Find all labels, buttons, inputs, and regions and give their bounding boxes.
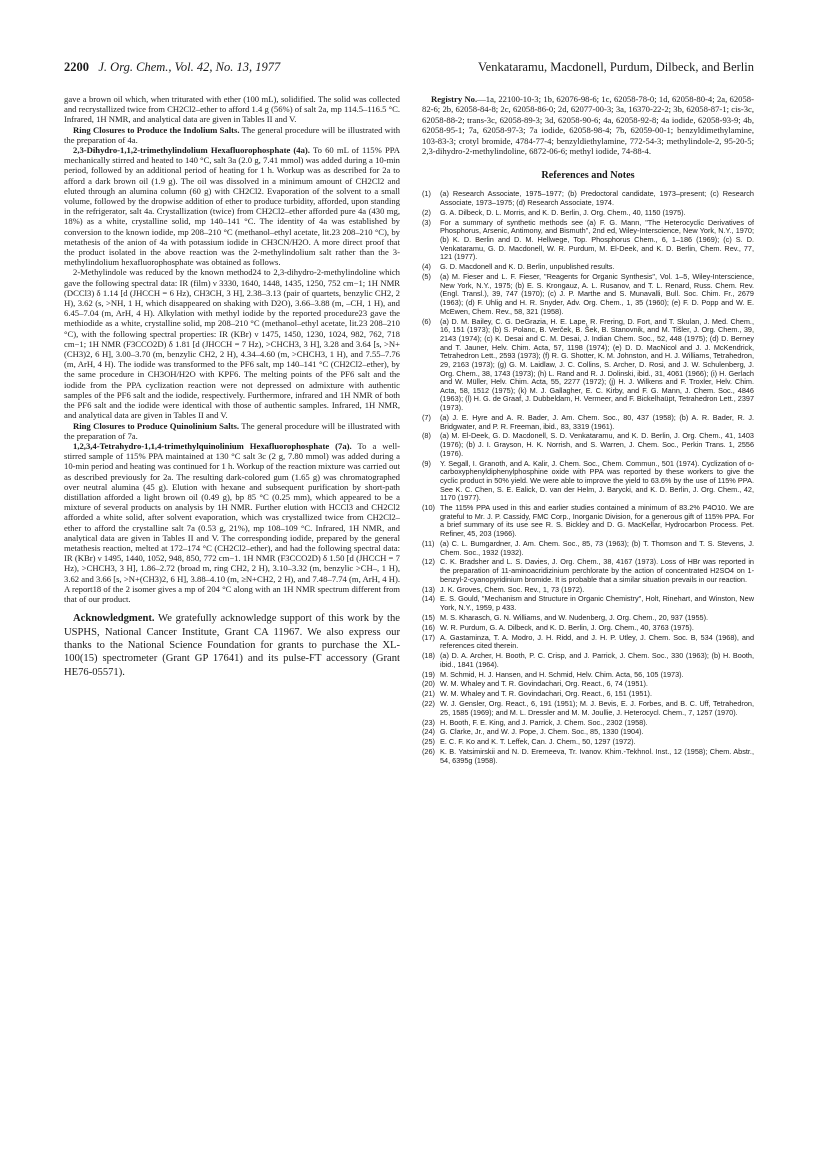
paragraph: [64, 441, 400, 604]
acknowledgment: [64, 612, 400, 679]
reference-text: J. K. Groves, Chem. Soc. Rev., 1, 73 (1972).: [440, 584, 585, 594]
reference-item: [422, 460, 754, 503]
acknowledgment-heading: Acknowledgment.: [73, 613, 155, 625]
reference-text: G. Clarke, Jr., and W. J. Pope, J. Chem. Soc., 85, 1330 (1904).: [440, 727, 644, 737]
reference-item: [422, 209, 754, 218]
reference-number: (19): [422, 669, 435, 679]
experimental-text: [64, 94, 400, 604]
reference-number: (22): [422, 699, 435, 709]
reference-item: [422, 624, 754, 633]
reference-text: W. J. Gensler, Org. React., 6, 191 (1951); M. J. Bevis, E. J. Forbes, and B. C. Uff, Tetrahedron, 25, 1585 (1969); and M. L. Dressler and M. M. Joullie, J. Heterocycl. Chem., 7, 1257 (1970).: [440, 699, 754, 717]
header-authors: Venkataramu, Macdonell, Purdum, Dilbeck, and Berlin: [478, 60, 754, 74]
reference-text: C. K. Bradsher and L. S. Davies, J. Org. Chem., 38, 4167 (1973). Loss of HBr was reported in the preparation of 11-aminoacridizinium perchlorate by the action of concentrated H2SO4 on 1-benzyl-2-cyanopyridinium bromide. It is probable that a similar situation prevails in our reaction.: [440, 557, 754, 584]
right-column: [422, 94, 754, 1104]
acknowledgment-text: We gratefully acknowledge support of this work by the USPHS, National Cancer Institute, Grant CA 11967. We also express our thanks to the National Science Foundation for grants to purchase the XL-100(15) spectrometer (Grant GP 17641) and its pulse-FT accessory (Grant HE76-05571).: [64, 613, 400, 678]
reference-number: (1): [422, 189, 431, 199]
paragraph: [64, 125, 400, 145]
left-column: [64, 94, 400, 1099]
page-number: 2200: [64, 60, 89, 74]
reference-number: (15): [422, 612, 435, 622]
reference-number: (5): [422, 272, 431, 282]
reference-item: [422, 219, 754, 262]
reference-text: (a) M. El-Deek, G. D. Macdonell, S. D. Venkataramu, and K. D. Berlin, J. Org. Chem., 41, 1403 (1976); (b) J. I. Grayson, H. K. Norrish, and S. Warren, J. Chem. Soc., Perkin Trans. 1, 2556 (1976).: [440, 431, 754, 458]
reference-item: [422, 738, 754, 747]
paragraph-text: The general procedure will be illustrated with the preparation of 4a.: [64, 124, 400, 145]
paragraph: [64, 94, 400, 125]
reference-item: [422, 540, 754, 557]
reference-text: (a) D. A. Archer, H. Booth, P. C. Crisp, and J. Parrick, J. Chem. Soc., 330 (1963); (b) H. Booth, ibid., 1841 (1964).: [440, 651, 754, 669]
reference-number: (21): [422, 689, 435, 699]
paragraph: [64, 145, 400, 267]
reference-item: [422, 690, 754, 699]
running-header: [64, 60, 754, 76]
reference-number: (18): [422, 651, 435, 661]
reference-text: M. S. Kharasch, G. N. Williams, and W. Nudenberg, J. Org. Chem., 20, 937 (1955).: [440, 612, 709, 622]
reference-number: (11): [422, 538, 435, 548]
reference-item: [422, 614, 754, 623]
reference-text: G. D. Macdonell and K. D. Berlin, unpublished results.: [440, 262, 615, 272]
paragraph-text: gave a brown oil which, when triturated with ether (100 mL), solidified. The solid was collected and recrystallized twice from CH2Cl2–ether to afford 1.4 g (56%) of salt 2a, mp 114.5–116.5 °C. Infrared, 1H NMR, and analytical data are given in Tables II and V.: [64, 94, 400, 125]
reference-text: M. Schmid, H. J. Hansen, and H. Schmid, Helv. Chim. Acta, 56, 105 (1973).: [440, 669, 684, 679]
reference-item: [422, 504, 754, 539]
reference-number: (8): [422, 431, 431, 441]
paragraph-text: 2-Methylindole was reduced by the known method24 to 2,3-dihydro-2-methylindoline which gave the following spectral data: IR (film) ν 3330, 1640, 1448, 1435, 1250, 752 cm−1; 1H NMR (DCCl3) δ 1.14 [d (JHCCH = 6 Hz), CH3CH, 3 H], 2.38–3.13 (pair of quartets, benzylic CH2, 2 H), 3.62 (s, >NH, 1 H, which disappeared on shaking with D2O), 3.66–3.88 (m, –CH, 1 H), and 6.45–7.04 (m, ArH, 4 H). Alkylation with methyl iodide by the reported procedure23 gave the methiodide as a white, crystalline solid, mp 208–210 °C (methanol–ethyl acetate, lit.23 208–210 °C), with the following spectral properties: IR (KBr) ν 1475, 1450, 1230, 1024, 982, 762, 718 cm−1; 1H NMR (F3CCO2D) δ 1.81 [d (JHCCH = 7 Hz), >CHCH3, 3 H], 3.28 and 3.64 [s, >N+(CH3)2, 6 H], 3.00–3.70 (m, benzylic CH2, 2 H), 4.34–4.60 (m, >CHCH3, 1 H), and 7.55–7.76 (m, ArH, 4 H). The iodide was transformed to the PF6 salt, mp 140–141 °C (CH2Cl2–ether), by the same procedure in CH3OH/H2O with KPF6. The melting points of the PF6 salt and the iodide from the PPA cyclization reaction were not depressed on admixture with authentic samples of the PF6 salt and the iodide, respectively. Furthermore, infrared and 1H NMR of both the PF6 salt and the iodide were identical with those of authentic samples. Infrared, 1H NMR, and analytical data are given in Tables II and V.: [64, 267, 400, 421]
references-list: [422, 190, 754, 765]
paragraph: [64, 267, 400, 420]
reference-number: (16): [422, 622, 435, 632]
reference-number: (23): [422, 717, 435, 727]
reference-number: (12): [422, 557, 435, 567]
reference-item: [422, 414, 754, 431]
reference-item: [422, 680, 754, 689]
reference-item: [422, 652, 754, 669]
reference-item: [422, 634, 754, 651]
reference-item: [422, 190, 754, 207]
paragraph-text: The general procedure will be illustrated with the preparation of 7a.: [64, 420, 400, 441]
paragraph-heading: 2,3-Dihydro-1,1,2-trimethylindolium Hexafluorophosphate (4a).: [73, 145, 310, 156]
reference-item: [422, 273, 754, 316]
reference-text: For a summary of synthetic methods see (a) F. G. Mann, "The Heterocyclic Derivatives of Phosphorus, Arsenic, Antimony, and Bismuth", 2nd ed, Wiley-Interscience, New York, N.Y., 1970; (b) K. D. Berlin and D. M. Hellwege, Top. Phosphorus Chem., 6, 1–186 (1969); (c) S. D. Venkataramu, G. D. Macdonell, W. R. Purdum, M. El-Deek, and K. D. Berlin, Chem. Rev., 77, 121 (1977).: [440, 217, 754, 262]
reference-number: (4): [422, 262, 431, 272]
reference-number: (17): [422, 632, 435, 642]
reference-item: [422, 671, 754, 680]
reference-text: E. S. Gould, "Mechanism and Structure in Organic Chemistry", Holt, Rinehart, and Winston, New York, N.Y., 1959, p 433.: [440, 594, 754, 613]
reference-item: [422, 728, 754, 737]
reference-number: (20): [422, 679, 435, 689]
registry-numbers: [422, 94, 754, 156]
reference-text: (a) M. Fieser and L. F. Fieser, "Reagents for Organic Synthesis", Vol. 1–5, Wiley-Interscience, New York, N.Y., 1975; (b) E. S. Krongauz, A. L. Rusanov, and T. L. Renard, Russ. Chem. Rev. (Engl. Transl.), 39, 747 (1970); (c) J. P. Marthe and S. Munavalli, Bull. Soc. Chim. Fr., 2679 (1963); (d) F. Uhlig and H. R. Snyder, Adv. Org. Chem., 1, 35 (1960); (e) F. D. Popp and W. E. McEwen, Chem. Rev., 58, 321 (1958).: [440, 272, 754, 316]
reference-number: (6): [422, 316, 431, 326]
reference-text: E. C. F. Ko and K. T. Leffek, Can. J. Chem., 50, 1297 (1972).: [440, 737, 636, 747]
reference-text: H. Booth, F. E. King, and J. Parrick, J. Chem. Soc., 2302 (1958).: [440, 717, 648, 727]
reference-text: The 115% PPA used in this and earlier studies contained a minimum of 83.2% P4O10. We are grateful to Mr. J. P. Cassidy, FMC Corp., Inorganic Division, for a generous gift of 115% PPA. For a brief summary of its use see R. S. Bickley and D. G. MacKellar, Hydrocarbon Process. Pet. Refiner, 45, 203 (1966).: [440, 503, 754, 539]
references-title: References and Notes: [541, 170, 635, 182]
reference-item: [422, 595, 754, 612]
reference-number: (13): [422, 584, 435, 594]
journal-citation: J. Org. Chem., Vol. 42, No. 13, 1977: [98, 60, 281, 74]
paragraph-heading: 1,2,3,4-Tetrahydro-1,1,4-trimethylquinolinium Hexafluorophosphate (7a).: [73, 440, 352, 451]
reference-number: (14): [422, 594, 435, 604]
reference-item: [422, 558, 754, 584]
reference-text: W. R. Purdum, G. A. Dilbeck, and K. D. Berlin, J. Org. Chem., 40, 3763 (1975).: [440, 622, 694, 632]
reference-number: (25): [422, 737, 435, 747]
reference-number: (10): [422, 503, 435, 513]
paragraph-heading: Ring Closures to Produce Quinolinium Salts.: [73, 420, 240, 431]
paragraph-text: To a well-stirred sample of 115% PPA maintained at 130 °C salt 3c (2 g, 7.80 mmol) was added during a 10-min period and heating was continued for 1 h. Workup of the reaction mixture was carried out as described previously for 2a. The resulting dark-colored gum (1.65 g) was chromatographed over neutral alumina (45 g). Elution with hexane and subsequent purification by short-path distillation afforded a light brown oil (0.49 g), bp 85 °C (0.25 mm), which appeared to be a mixture of several products on analysis by 1H NMR. Further elution with HCCl3 and CH2Cl2 afforded a white solid, after solvent evaporation, which was crystallized twice from CH2Cl2–ether to afford the crystalline salt 7a (0.53 g, 21%), mp 108–109 °C. Infrared, 1H NMR, and analytical data are given in Tables II and V. The corresponding iodide, prepared by the general metathesis reaction, melted at 172–174 °C (CH2Cl2–ether), and had the following spectral data: IR (KBr) ν 1495, 1440, 1052, 948, 850, 772 cm−1. 1H NMR (F3CCO2D) δ 1.50 [d (JHCCH = 7 Hz), >CHCH3, 3 H], 1.86–2.72 (broad m, ring CH2, 2 H), 3.10–3.32 (m, benzylic >CH–, 1 H), 3.62 and 3.66 [s, >N+(CH3)2, 6 H], 3.88–4.10 (m, ≥N+CH2, 2 H), and 7.48–7.74 (m, ArH, 4 H). A report18 of the 2 isomer gives a mp of 204 °C along with an 1H NMR spectrum different from that of our product.: [64, 440, 400, 604]
reference-text: (a) Research Associate, 1975–1977; (b) Predoctoral candidate, 1973–present; (c) Research Associate, 1973–1975; (d) Research Associate, 1974.: [440, 189, 754, 208]
reference-text: (a) D. M. Bailey, C. G. DeGrazia, H. E. Lape, R. Frering, D. Fort, and T. Skulan, J. Med. Chem., 16, 151 (1973); (b) S. Polanc, B. Verček, B. Šek, B. Stanovnik, and M. Tišler, J. Org. Chem., 39, 2143 (1974); (c) K. Desai and C. M. Desai, J. Indian Chem. Soc., 52, 448 (1975); (d) D. Berney and T. Jauner, Helv. Chim. Acta, 57, 1198 (1974); (e) D. D. MacNicol and J. J. McKendrick, Tetrahedron Lett., 2593 (1973); (f) R. G. Shotter, K. M. Johnston, and H. J. Williams, Tetrahedron, 29, 2163 (1973); (g) G. M. Laidlaw, J. C. Collins, S. Archer, D. Rosi, and J. W. Schulenberg, J. Org. Chem., 38, 1743 (1973); (h) L. Rand and R. J. Dolinski, ibid., 31, 4061 (1966); (i) H. Gerlach and W. Müller, Helv. Chim. Acta, 55, 2277 (1972); (j) H. J. Wilkens and F. Troxler, Helv. Chim. Acta, 58, 1512 (1975); (k) M. J. Gallagher, E. C. Kirby, and F. G. Mann, J. Chem. Soc., 4846 (1963); (l) H. G. de Graaf, J. Dubbeldam, H. Vermeer, and F. Bickelhaüpt, Tetrahedron Lett., 2397 (1973).: [440, 316, 754, 413]
reference-number: (9): [422, 458, 431, 468]
reference-number: (3): [422, 217, 431, 227]
reference-item: [422, 700, 754, 717]
reference-item: [422, 263, 754, 272]
reference-text: (a) C. L. Bumgardner, J. Am. Chem. Soc., 85, 73 (1963); (b) T. Thomson and T. S. Stevens, J. Chem. Soc., 1932 (1932).: [440, 538, 754, 557]
reference-item: [422, 432, 754, 458]
header-left: [64, 60, 280, 75]
reference-item: [422, 748, 754, 765]
reference-text: K. B. Yatsimirskii and N. D. Eremeeva, Tr. Ivanov. Khim.-Tekhnol. Inst., 12 (1958); Chem. Abstr., 54, 6395g (1958).: [440, 747, 754, 765]
reference-number: (7): [422, 412, 431, 422]
reference-number: (2): [422, 207, 431, 217]
reference-text: W. M. Whaley and T. R. Govindachari, Org. React., 6, 151 (1951).: [440, 689, 652, 699]
paragraph-heading: Ring Closures to Produce the Indolium Salts.: [73, 124, 240, 135]
registry-text: —1a, 22100-10-3; 1b, 62076-98-6; 1c, 62058-78-0; 1d, 62058-80-4; 2a, 62058-82-6; 2b, 62058-84-8; 2c, 62058-86-0; 2d, 62077-00-3; 3a, 16370-22-2; 3b, 62058-87-1; cis-3c, 62058-88-2; trans-3c, 62058-89-3; 3d, 62058-90-6; 4a, 62058-92-8; 4a iodide, 62058-93-9; 4b, 62058-95-1; 7a, 62058-97-3; 7a iodide, 62058-98-4; 7b, 62059-00-1; benzyldimethylamine, 103-83-3; crotyl bromide, 4784-77-4; benzyldiethylamine, 772-54-3; methylindole-2, 95-20-5; 2,3-dihydro-2-methylindoline, 6872-06-6; methyl iodide, 74-88-4.: [422, 94, 754, 157]
reference-text: A. Gastaminza, T. A. Modro, J. H. Ridd, and J. H. P. Utley, J. Chem. Soc. B, 534 (1968), and references cited therein.: [440, 632, 754, 651]
reference-number: (24): [422, 727, 435, 737]
reference-text: W. M. Whaley and T. R. Govindachari, Org. React., 6, 74 (1951).: [440, 679, 648, 689]
reference-text: G. A. Dilbeck, D. L. Morris, and K. D. Berlin, J. Org. Chem., 40, 1150 (1975).: [440, 207, 686, 217]
reference-item: [422, 719, 754, 728]
reference-text: (a) J. E. Hyre and A. R. Bader, J. Am. Chem. Soc., 80, 437 (1958); (b) A. R. Bader, R. J. Bridgwater, and P. R. Freeman, ibid., 83, 3319 (1961).: [440, 412, 754, 431]
reference-number: (26): [422, 747, 435, 757]
reference-text: Y. Segall, I. Granoth, and A. Kalir, J. Chem. Soc., Chem. Commun., 501 (1974). Cyclization of o-carboxyphenyldiphenylphosphine oxide with PPA was reported by these workers to give the cyclic product in 50% yield. We were able to improve the yield to 63.6% by the use of 115% PPA. See K. C. Chen, S. E. Ealick, D. van der Helm, J. Barycki, and K. D. Berlin, J. Org. Chem., 42, 1170 (1977).: [440, 458, 754, 503]
paragraph-text: To 60 mL of 115% PPA mechanically stirred and heated to 140 °C, salt 3a (2.0 g, 7.41 mmol) was added during a 10-min period, followed by an additional period of heating for 1 h. Workup was as described for 2a to afford a dark brown oil (1.9 g). The oil was dissolved in a minimum amount of CH2Cl2 and eluted through an alumina column (60 g) with CH2Cl2. Evaporation of the solvent to a small volume, followed by the dropwise addition of ether to produce turbidity, afforded, upon standing in the refrigerator, salt 4a. Crystallization (twice) from CH2Cl2–ether afforded pure 4a (430 mg, 18%) as a white, crystalline solid, mp 140–141 °C. The identity of 4a was established by conversion to the known iodide, mp 208–210 °C (methanol–ethyl acetate, lit.23 208–210 °C), by metathesis of the anion of 4a with potassium iodide in CH3CN/H2O. A more direct proof that the product isolated in the above reaction was the 2-methylindolium salt rather than the 3-methylindolium hexafluorophosphate was obtained as follows.: [64, 145, 400, 268]
reference-item: [422, 318, 754, 413]
registry-heading: Registry No.: [431, 94, 478, 104]
paragraph: [64, 421, 400, 441]
reference-item: [422, 586, 754, 595]
